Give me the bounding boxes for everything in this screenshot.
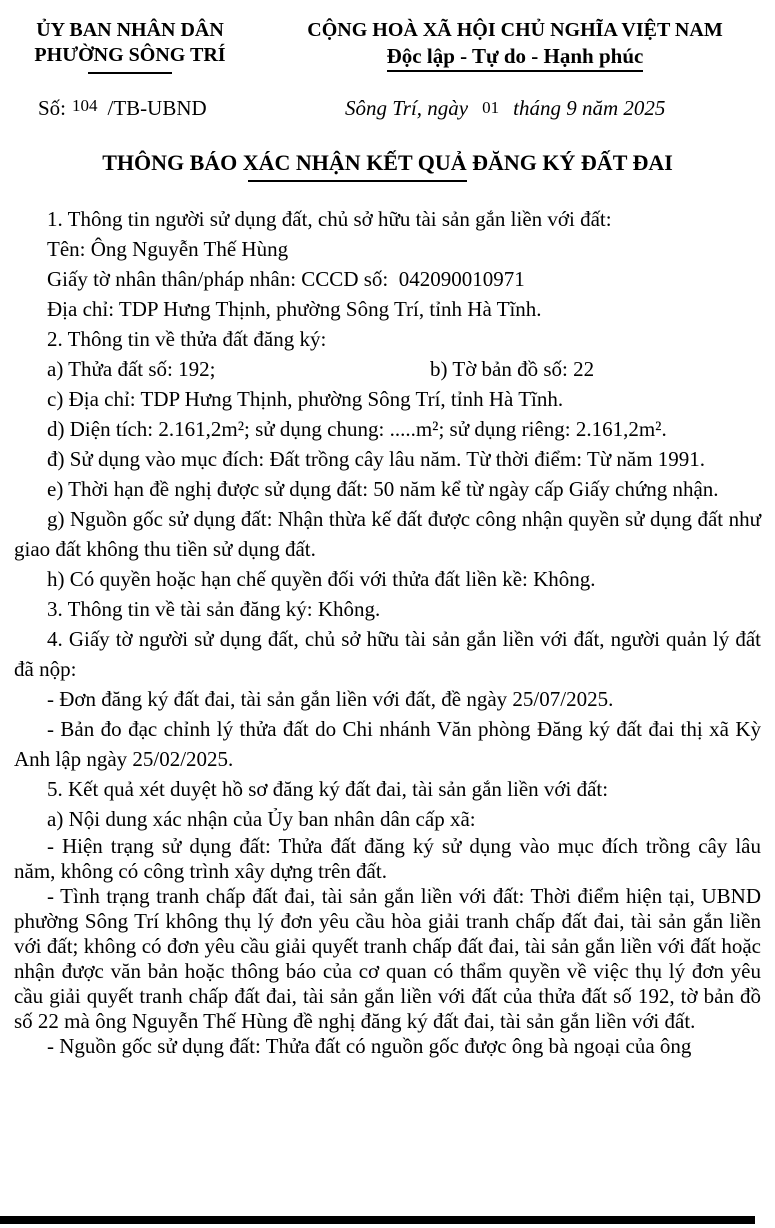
national-name: CỘNG HOÀ XÃ HỘI CHỦ NGHĨA VIỆT NAM xyxy=(307,19,723,41)
national-header-block xyxy=(280,18,750,74)
paragraph: đ) Sử dụng vào mục đích: Đất trồng cây lâu năm. Từ thời điểm: Từ năm 1991. xyxy=(47,447,706,471)
paragraph: 1. Thông tin người sử dụng đất, chủ sở hữu tài sản gắn liền với đất: xyxy=(47,207,612,231)
issuing-agency-line1: ỦY BAN NHÂN DÂN xyxy=(36,19,224,41)
document-title: THÔNG BÁO XÁC NHẬN KẾT QUẢ ĐĂNG KÝ ĐẤT ĐAI xyxy=(102,150,673,175)
bottom-black-bar xyxy=(0,1216,755,1224)
paragraph: - Bản đo đạc chỉnh lý thửa đất do Chi nhánh Văn phòng Đăng ký đất đai thị xã Kỳ Anh lập ngày 25/02/2025. xyxy=(14,717,761,771)
document-header xyxy=(0,0,775,74)
paragraph: h) Có quyền hoặc hạn chế quyền đối với thửa đất liền kề: Không. xyxy=(47,567,596,591)
paragraph: a) Nội dung xác nhận của Ủy ban nhân dân cấp xã: xyxy=(47,807,476,831)
dateline-prefix: Sông Trí, ngày xyxy=(345,96,469,120)
paragraph: 4. Giấy tờ người sử dụng đất, chủ sở hữu tài sản gắn liền với đất, người quản lý đất đã nộp: xyxy=(14,627,761,681)
title-underline xyxy=(248,180,467,182)
paragraph: Địa chỉ: TDP Hưng Thịnh, phường Sông Trí, tỉnh Hà Tĩnh. xyxy=(47,297,542,321)
paragraph: - Nguồn gốc sử dụng đất: Thửa đất có nguồn gốc được ông bà ngoại của ông xyxy=(47,1034,692,1058)
paragraph: - Hiện trạng sử dụng đất: Thửa đất đăng ký sử dụng vào mục đích trồng cây lâu năm, không có công trình xây dựng trên đất. xyxy=(14,834,761,883)
paragraph: 5. Kết quả xét duyệt hồ sơ đăng ký đất đai, tài sản gắn liền với đất: xyxy=(47,777,609,801)
issuing-agency-block xyxy=(0,18,260,74)
paragraph: d) Diện tích: 2.161,2m²; sử dụng chung: .....m²; sử dụng riêng: 2.161,2m². xyxy=(47,417,667,441)
issuing-agency-line2: PHƯỜNG SÔNG TRÍ xyxy=(34,44,226,66)
document-dateline xyxy=(345,96,665,121)
dateline-suffix: tháng 9 năm 2025 xyxy=(513,96,666,120)
paragraph: - Đơn đăng ký đất đai, tài sản gắn liền với đất, đề ngày 25/07/2025. xyxy=(47,687,614,711)
document-body xyxy=(0,204,775,1059)
document-number-suffix: /TB-UBND xyxy=(107,96,207,120)
paragraph: g) Nguồn gốc sử dụng đất: Nhận thừa kế đất được công nhận quyền sử dụng đất như giao đất không thu tiền sử dụng đất. xyxy=(14,507,761,561)
document-meta-row xyxy=(0,94,775,124)
paragraph xyxy=(14,354,761,384)
paragraph: 3. Thông tin về tài sản đăng ký: Không. xyxy=(47,597,381,621)
paragraph: Giấy tờ nhân thân/pháp nhân: CCCD số: 042090010971 xyxy=(47,267,525,291)
paragraph: e) Thời hạn đề nghị được sử dụng đất: 50 năm kể từ ngày cấp Giấy chứng nhận. xyxy=(47,477,719,501)
paragraph: 2. Thông tin về thửa đất đăng ký: xyxy=(47,327,327,351)
national-motto: Độc lập - Tự do - Hạnh phúc xyxy=(387,43,644,72)
paragraph: - Tình trạng tranh chấp đất đai, tài sản gắn liền với đất: Thời điểm hiện tại, UBND phường Sông Trí không thụ lý đơn yêu cầu hòa giải tranh chấp đất đai, tài sản gắn liền với đất; không có đơn yêu cầu giải quyết tranh chấp đất đai, tài sản gắn liền với đất hoặc nhận được văn bản hoặc thông báo của cơ quan có thẩm quyền về việc thụ lý đơn yêu cầu giải quyết tranh chấp đất đai, tài sản gắn liền với đất của thửa đất số 192, tờ bản đồ số 22 mà ông Nguyễn Thế Hùng đề nghị đăng ký đất đai, tài sản gắn liền với đất. xyxy=(14,884,761,1033)
paragraph-col-a: a) Thửa đất số: 192; xyxy=(47,357,216,381)
dateline-day: 01 xyxy=(482,98,500,117)
document-number-value: 104 xyxy=(72,96,98,115)
paragraph-col-b: b) Tờ bản đồ số: 22 xyxy=(430,357,595,381)
paragraph: Tên: Ông Nguyễn Thế Hùng xyxy=(47,237,289,261)
issuer-underline xyxy=(88,72,172,74)
paragraph: c) Địa chỉ: TDP Hưng Thịnh, phường Sông Trí, tỉnh Hà Tĩnh. xyxy=(47,387,564,411)
document-number-prefix: Số: xyxy=(38,96,67,120)
document-number xyxy=(38,96,207,121)
title-block xyxy=(0,150,775,182)
